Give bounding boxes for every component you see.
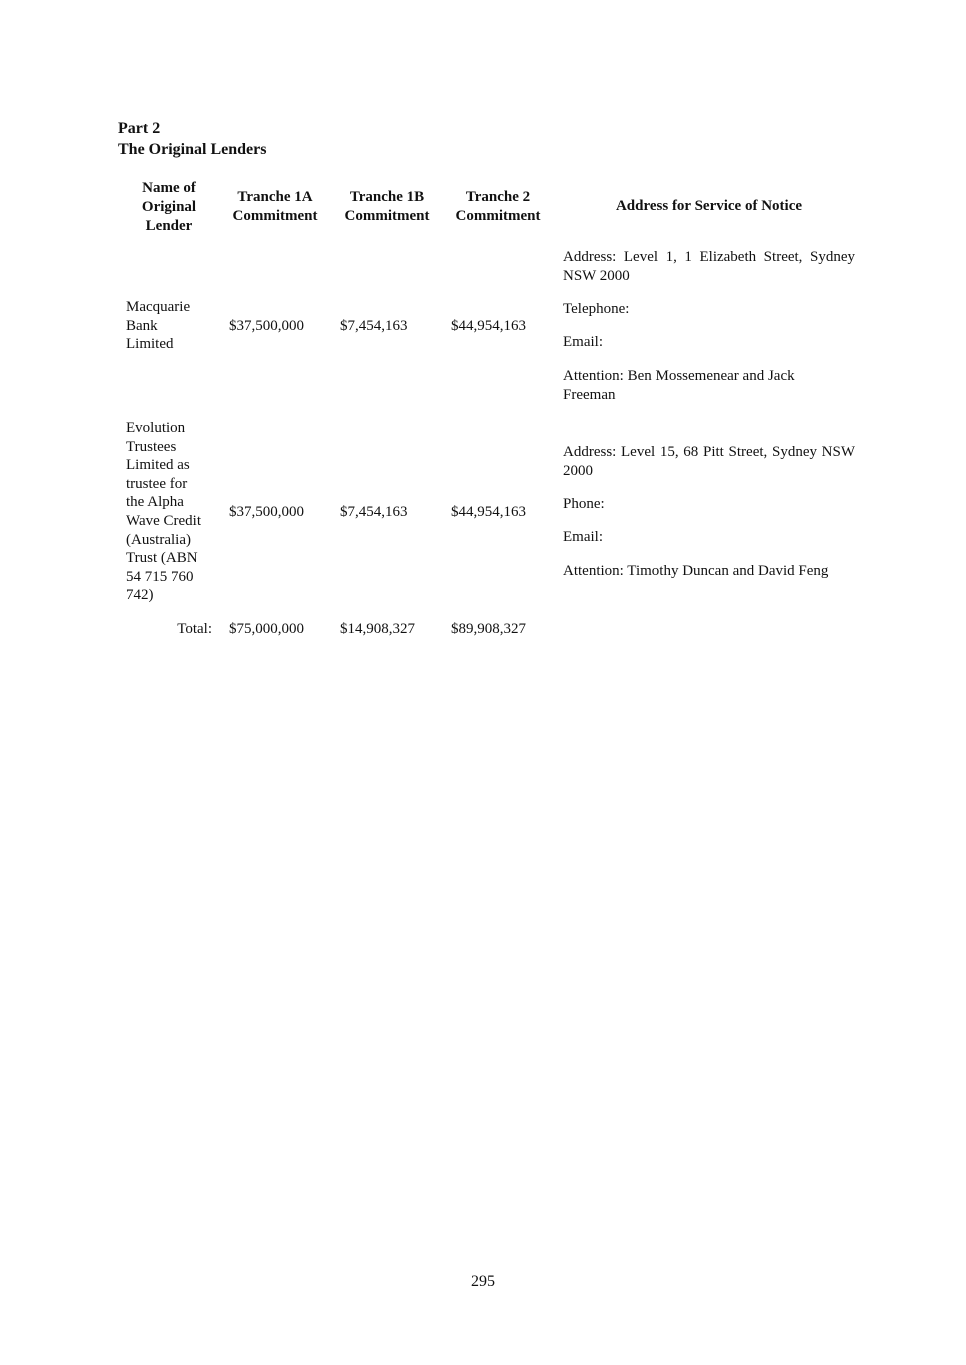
header-tranche-1b: Tranche 1B Commitment bbox=[344, 189, 430, 224]
address-line: Address: Level 1, 1 Elizabeth Street, Sydney NSW 2000 bbox=[563, 249, 855, 284]
tranche-2-cell: $44,954,163 bbox=[451, 318, 526, 334]
total-label: Total: bbox=[177, 621, 212, 637]
attention-line: Attention: Ben Mossemenear and Jack Freeman bbox=[563, 368, 795, 403]
tranche-1b-cell: $7,454,163 bbox=[340, 504, 408, 520]
header-address: Address for Service of Notice bbox=[615, 198, 803, 214]
tranche-2-cell: $44,954,163 bbox=[451, 504, 526, 520]
total-tranche-1a: $75,000,000 bbox=[229, 621, 304, 637]
part-label: Part 2 bbox=[118, 120, 161, 137]
email-line: Email: bbox=[563, 334, 603, 350]
section-heading bbox=[118, 118, 266, 160]
page-number: 295 bbox=[471, 1273, 495, 1290]
tranche-1a-cell: $37,500,000 bbox=[229, 504, 304, 520]
address-line: Address: Level 15, 68 Pitt Street, Sydney NSW 2000 bbox=[563, 444, 855, 479]
phone-line: Telephone: bbox=[563, 301, 630, 317]
total-tranche-2: $89,908,327 bbox=[451, 621, 526, 637]
lender-name-cell: Macquarie Bank Limited bbox=[126, 299, 191, 353]
total-tranche-1b: $14,908,327 bbox=[340, 621, 415, 637]
header-tranche-2: Tranche 2 Commitment bbox=[455, 189, 541, 224]
page-title: The Original Lenders bbox=[118, 141, 267, 158]
tranche-1b-cell: $7,454,163 bbox=[340, 318, 408, 334]
attention-line: Attention: Timothy Duncan and David Feng bbox=[563, 563, 829, 579]
email-line: Email: bbox=[563, 529, 603, 545]
phone-line: Phone: bbox=[563, 496, 605, 512]
tranche-1a-cell: $37,500,000 bbox=[229, 318, 304, 334]
header-lender-name: Name of Original Lender bbox=[141, 180, 197, 234]
lender-name-cell: Evolution Trustees Limited as trustee for the Alpha Wave Credit (Australia) Trust (ABN 54 715 760 742) bbox=[126, 420, 202, 604]
header-tranche-1a: Tranche 1A Commitment bbox=[232, 189, 318, 224]
